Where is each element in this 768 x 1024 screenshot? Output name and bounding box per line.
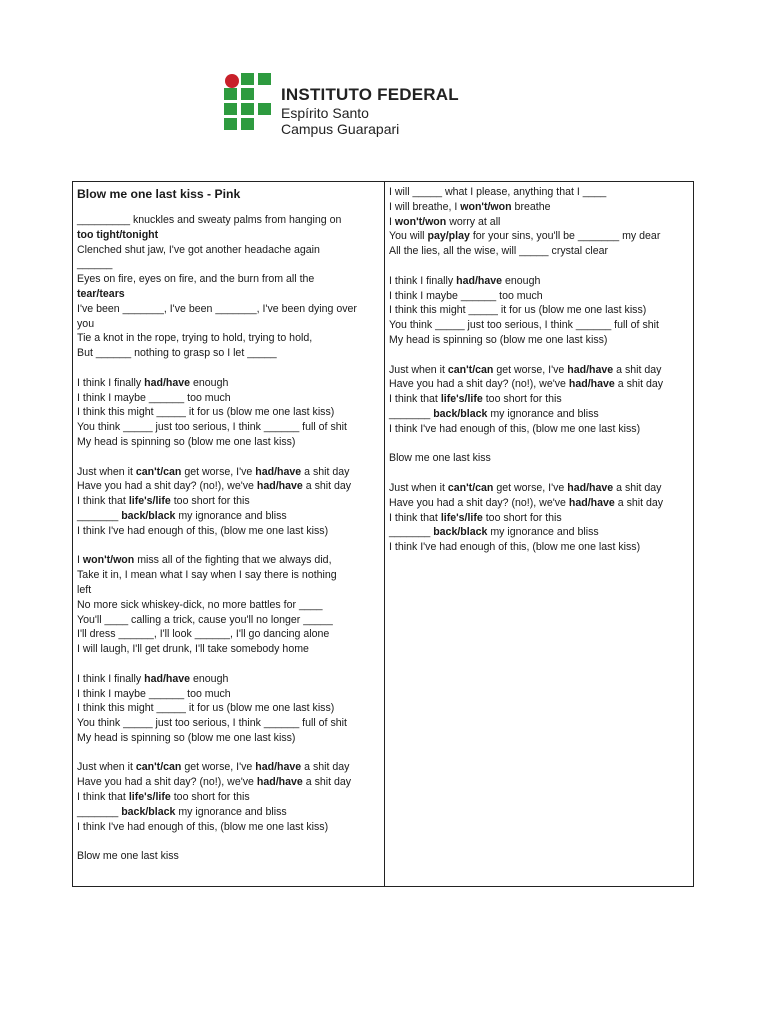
lyric-text: Blow me one last kiss [389,452,491,465]
lyric-text: a shit day [613,481,662,494]
lyric-text: I will breathe, I [389,200,461,213]
lyric-text: My head is spinning so (blow me one last kiss) [77,731,296,744]
lyric-line [389,525,689,540]
lyric-line [77,317,380,332]
lyric-text: _______ [389,407,434,420]
lyric-text: a shit day [614,496,664,509]
lyric-text: I think I've had enough of this, (blow me one last kiss) [389,422,641,435]
word-choice: tear/tears [77,287,125,300]
word-choice: can't/can [135,761,182,774]
logo-text [281,85,459,137]
lyric-line [77,287,380,302]
lyric-line [77,672,380,687]
word-choice: had/have [568,496,615,509]
lyric-line [77,346,380,361]
lyric-line [77,820,380,835]
lyric-line [77,568,380,583]
lyric-text: I think I finally [77,672,145,685]
lyric-text: a shit day [301,465,350,478]
lyric-text: _______ [77,509,122,522]
lyric-text: I think I maybe ______ too much [77,391,231,404]
lyric-text: But ______ nothing to grasp so I let _____ [77,347,277,360]
lyrics-column-right [385,182,693,886]
logo-campus: Campus Guarapari [281,121,400,137]
lyric-line [77,435,380,450]
lyric-line [77,213,380,228]
lyric-line [77,760,380,775]
stanza-gap [77,361,380,376]
lyric-text: Eyes on fire, eyes on fire, and the burn from all the [77,273,315,286]
lyric-line [77,509,380,524]
lyric-text: get worse, I've [493,363,568,376]
lyric-line [389,289,689,304]
lyric-text: Have you had a shit day? (no!), we've [389,378,569,391]
stanza-gap [77,539,380,554]
lyric-line [77,775,380,790]
lyric-text: I think I finally [77,376,145,389]
lyric-line [77,331,380,346]
stanza-gap [389,466,689,481]
lyric-text: Tie a knot in the rope, trying to hold, trying to hold, [77,332,313,345]
lyric-text: I think I've had enough of this, (blow me one last kiss) [389,541,641,554]
lyric-text: I think this might _____ it for us (blow me one last kiss) [389,304,647,317]
word-choice: won't/won [460,200,512,213]
lyric-text: I think that [389,511,441,524]
lyric-text: I'll dress ______, I'll look ______, I'll go dancing alone [77,628,330,641]
lyric-text: You will [389,230,428,243]
lyric-text: I think this might _____ it for us (blow me one last kiss) [77,406,335,419]
word-choice: had/have [256,776,303,789]
lyric-text: I think I maybe ______ too much [389,289,543,302]
lyric-text: breathe [511,200,551,213]
lyric-text: All the lies, all the wise, will _____ crystal clear [389,245,609,258]
stanza-gap [389,437,689,452]
lyric-text: Have you had a shit day? (no!), we've [77,776,257,789]
lyric-line [77,687,380,702]
lyric-text: I think I finally [389,274,457,287]
lyric-line [77,642,380,657]
word-choice: back/black [121,805,176,818]
lyric-line [389,274,689,289]
lyric-text: my ignorance and bliss [487,407,599,420]
stanza-gap [77,746,380,761]
lyric-line [77,494,380,509]
word-choice: can't/can [447,481,494,494]
stanza-gap [77,450,380,465]
lyric-text: my ignorance and bliss [175,509,287,522]
word-choice: had/have [567,363,614,376]
lyric-text: Just when it [389,363,448,376]
lyric-text: _________ knuckles and sweaty palms from hanging on [77,214,342,226]
lyric-text: get worse, I've [181,761,256,774]
lyric-text: No more sick whiskey-dick, no more battles for ____ [77,598,323,611]
word-choice: had/have [144,672,191,685]
lyric-text: I think I've had enough of this, (blow me one last kiss) [77,524,329,537]
song-title: Blow me one last kiss - Pink [77,187,241,201]
lyric-text: a shit day [302,480,352,493]
lyric-line [389,496,689,511]
lyric-text: I will _____ what I please, anything that I ____ [389,186,607,198]
lyric-text: ______ [77,258,113,271]
lyric-text: Have you had a shit day? (no!), we've [77,480,257,493]
lyric-line [77,716,380,731]
lyric-line [77,465,380,480]
lyric-line [77,228,380,243]
lyric-line [389,229,689,244]
lyric-line [389,481,689,496]
lyric-text: my ignorance and bliss [175,805,287,818]
lyric-text: a shit day [301,761,350,774]
lyrics-left-content [73,182,384,864]
lyric-line [77,849,380,864]
lyric-text: My head is spinning so (blow me one last kiss) [77,435,296,448]
stanza-gap [389,348,689,363]
lyric-text: I think I've had enough of this, (blow me one last kiss) [77,820,329,833]
lyric-line [77,701,380,716]
lyric-line [77,553,380,568]
lyrics-column-left [73,182,385,886]
lyric-line [77,790,380,805]
lyric-line [77,583,380,598]
word-choice: life's/life [128,791,171,804]
word-choice: had/have [255,465,302,478]
lyric-text: a shit day [613,363,662,376]
logo-title: INSTITUTO FEDERAL [281,85,459,104]
lyric-text: enough [502,274,541,287]
logo-red-dot [225,74,239,88]
lyric-line [389,407,689,422]
lyric-text: left [77,583,92,596]
word-choice: had/have [255,761,302,774]
lyric-line [389,303,689,318]
word-choice: back/black [433,526,488,539]
lyric-line [77,272,380,287]
lyric-line [389,333,689,348]
lyric-text: Blow me one last kiss [77,850,179,863]
word-choice: can't/can [447,363,494,376]
lyric-text: You think _____ just too serious, I think ______ full of shit [389,319,659,332]
word-choice: life's/life [440,511,483,524]
lyric-text: You think _____ just too serious, I think ______ full of shit [77,717,347,730]
lyric-text: I [389,215,395,228]
lyric-text: I think that [77,791,129,804]
lyric-line [77,391,380,406]
lyric-text: I've been _______, I've been _______, I've been dying over [77,302,357,315]
lyric-line [389,215,689,230]
word-choice: had/have [456,274,503,287]
word-choice: too tight/tonight [77,228,159,241]
lyric-text: too short for this [482,393,562,406]
lyric-line [389,511,689,526]
lyric-text: You'll ____ calling a trick, cause you'll no longer _____ [77,613,333,626]
lyric-text: a shit day [614,378,664,391]
lyric-text: too short for this [170,495,250,508]
lyric-line [77,302,380,317]
word-choice: had/have [568,378,615,391]
lyric-text: get worse, I've [493,481,568,494]
logo-mark-icon [224,73,276,131]
lyric-line [389,540,689,555]
lyric-line [389,363,689,378]
lyric-line [77,805,380,820]
logo-state: Espírito Santo [281,105,369,121]
lyric-text: I [77,554,83,567]
lyric-line [389,451,689,466]
stanza-gap [77,657,380,672]
lyric-text: Clenched shut jaw, I've got another headache again [77,243,320,256]
lyric-line [77,420,380,435]
lyrics-right-content [385,182,693,555]
lyric-text: get worse, I've [181,465,256,478]
lyric-text: miss all of the fighting that we always did, [134,554,332,567]
lyric-text: a shit day [302,776,352,789]
lyric-line [389,392,689,407]
word-choice: pay/play [427,230,470,243]
lyrics-table [72,181,694,887]
word-choice: life's/life [440,393,483,406]
lyric-text: too short for this [482,511,562,524]
word-choice: had/have [144,376,191,389]
word-choice: had/have [256,480,303,493]
lyric-line [389,377,689,392]
lyric-text: Have you had a shit day? (no!), we've [389,496,569,509]
lyric-line [77,257,380,272]
lyric-text: Just when it [389,481,448,494]
lyric-text: _______ [77,805,122,818]
lyric-text: I think that [77,495,129,508]
word-choice: won't/won [394,215,447,228]
stanza-gap [77,834,380,849]
lyric-text: I will laugh, I'll get drunk, I'll take somebody home [77,643,309,656]
lyric-text: You think _____ just too serious, I think ______ full of shit [77,421,347,434]
lyric-text: enough [190,376,229,389]
lyric-text: enough [190,672,229,685]
lyric-text: I think this might _____ it for us (blow me one last kiss) [77,702,335,715]
lyric-text: Just when it [77,761,136,774]
institute-logo [224,73,484,137]
lyric-line [389,244,689,259]
lyric-text: worry at all [446,215,501,228]
lyric-line [389,185,689,200]
lyric-text: Just when it [77,465,136,478]
lyric-line [77,613,380,628]
lyric-line [389,422,689,437]
word-choice: back/black [121,509,176,522]
lyric-text: My head is spinning so (blow me one last kiss) [389,333,608,346]
lyric-line [77,524,380,539]
word-choice: can't/can [135,465,182,478]
lyric-line [77,405,380,420]
stanza-gap [389,259,689,274]
lyric-line [77,243,380,258]
lyric-line [77,627,380,642]
lyric-line [389,318,689,333]
lyric-text: you [77,317,95,330]
word-choice: had/have [567,481,614,494]
lyric-line [77,479,380,494]
lyric-text: my ignorance and bliss [487,526,599,539]
lyric-line [77,598,380,613]
lyric-text: _______ [389,526,434,539]
lyric-line [389,200,689,215]
lyric-text: too short for this [170,791,250,804]
word-choice: won't/won [82,554,135,567]
lyric-line [77,376,380,391]
lyric-text: I think that [389,393,441,406]
lyric-text: for your sins, you'll be _______ my dear [469,230,661,243]
lyric-text: I think I maybe ______ too much [77,687,231,700]
lyric-text: Take it in, I mean what I say when I say there is nothing [77,569,337,582]
lyric-line [77,731,380,746]
word-choice: back/black [433,407,488,420]
word-choice: life's/life [128,495,171,508]
